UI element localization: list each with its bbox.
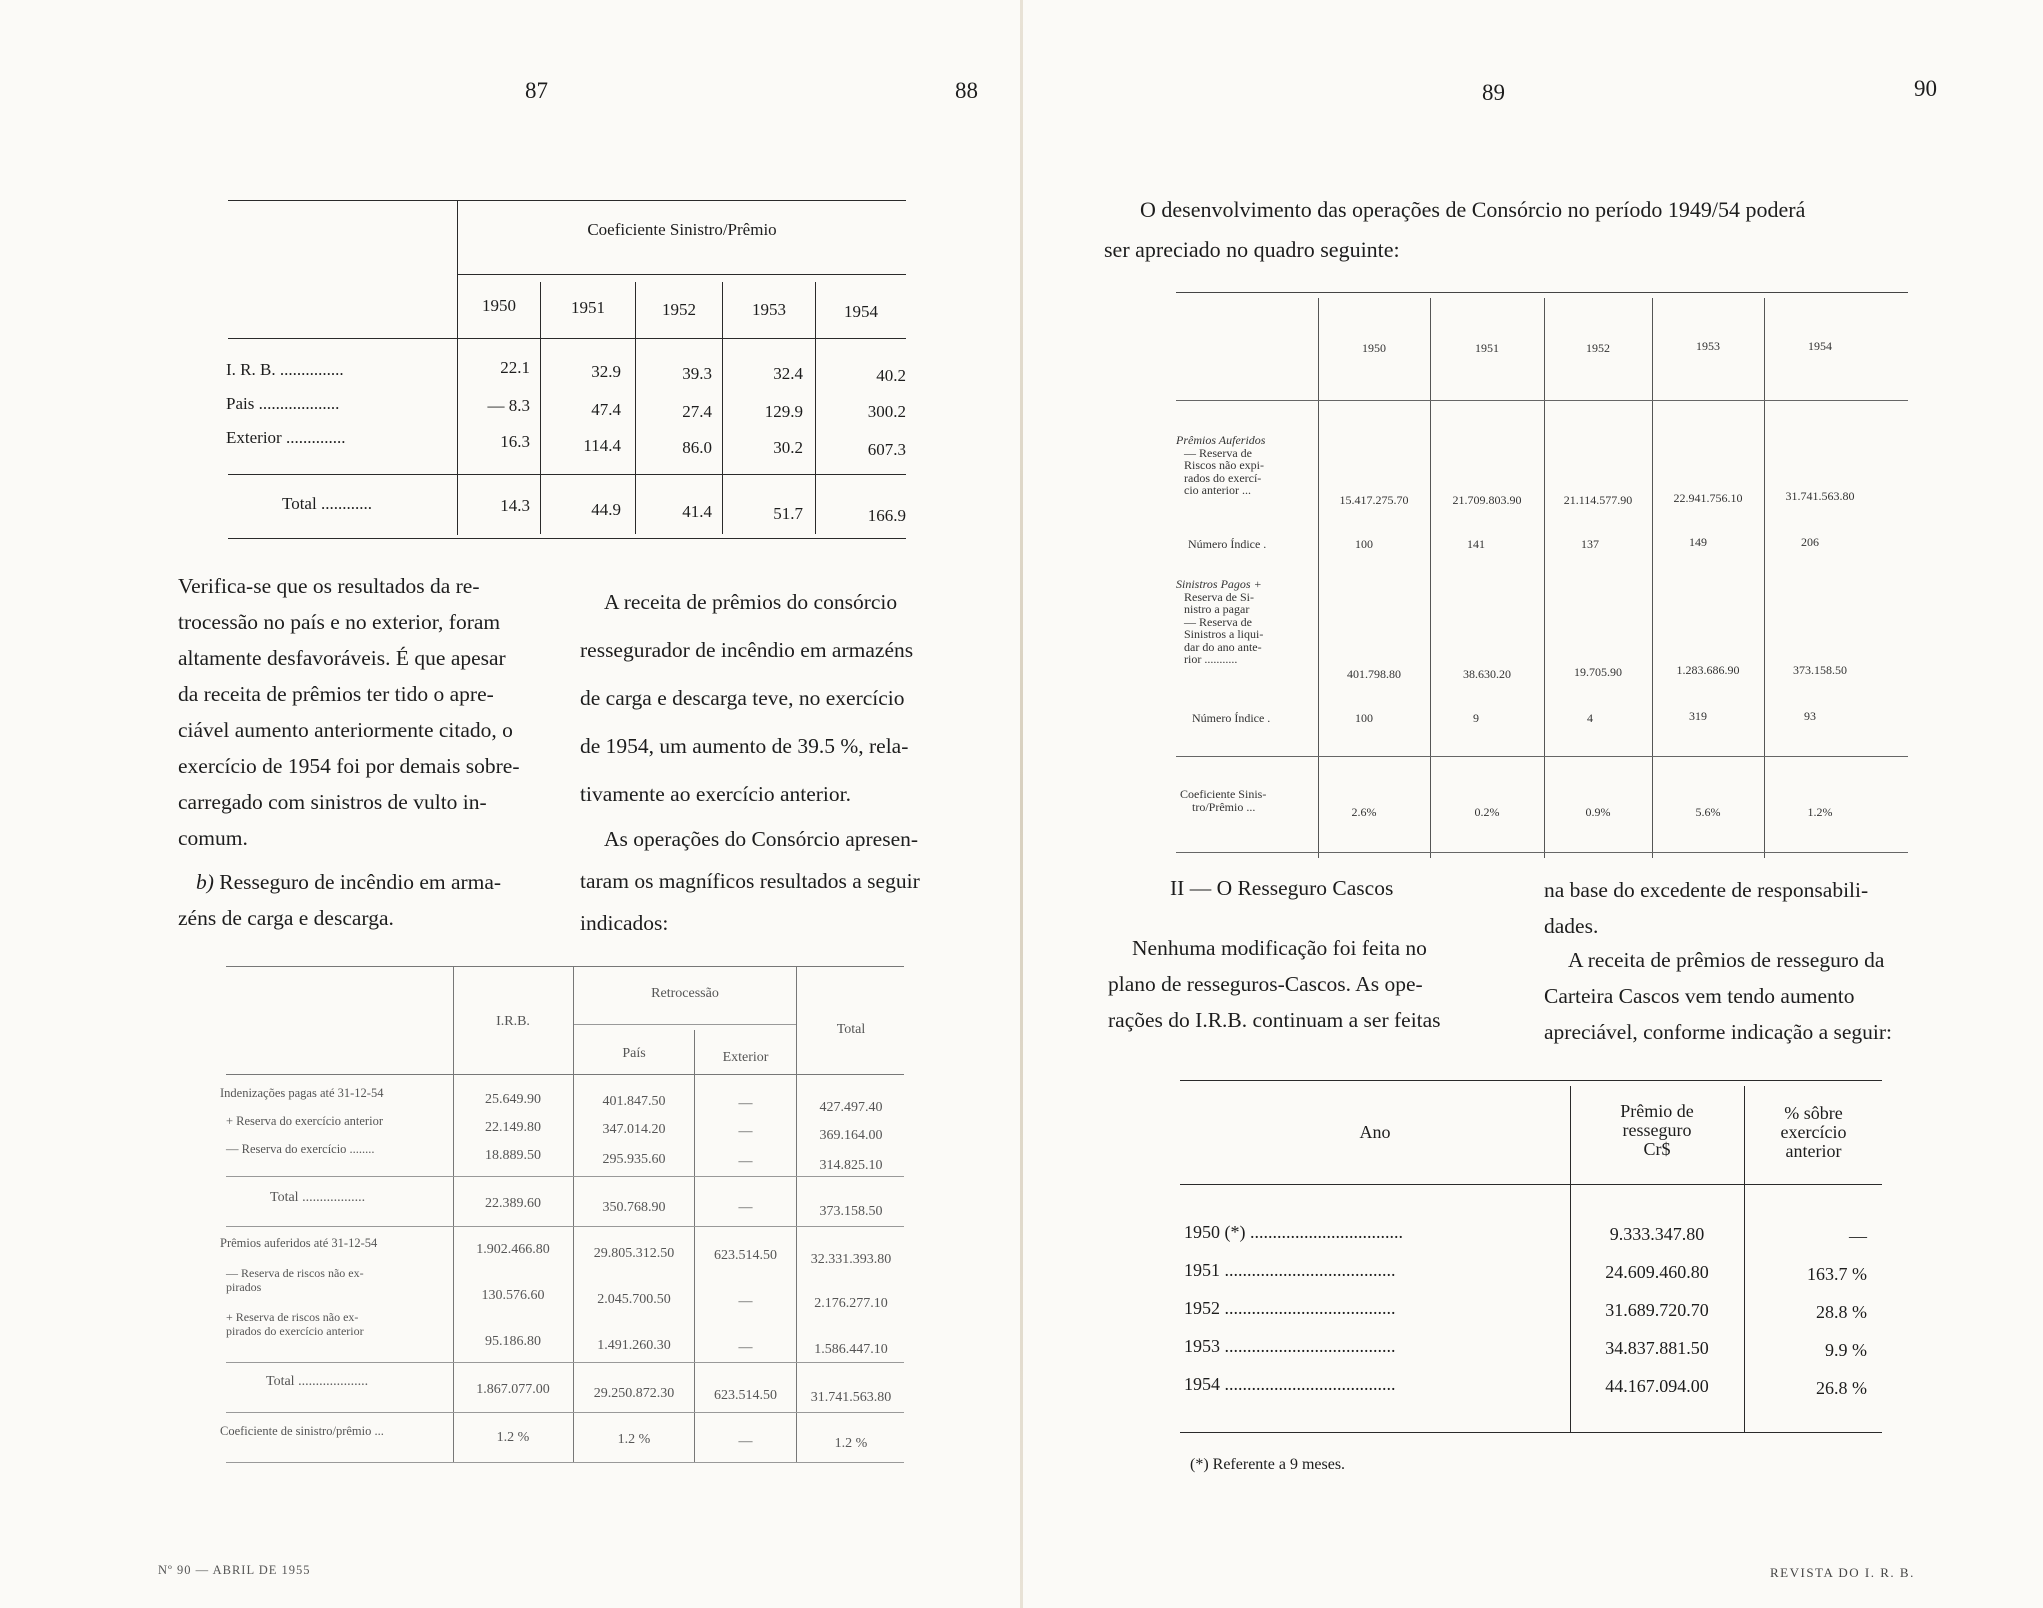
t1-total-cell: 44.9	[591, 500, 621, 519]
t2-cell: 1.902.466.80	[476, 1242, 550, 1257]
t2-header-exterior: Exterior	[722, 1050, 769, 1065]
t1-row-label: I. R. B. ...............	[226, 360, 344, 379]
t3-cell: 373.158.50	[1793, 663, 1847, 677]
t4-cell: 26.8 %	[1816, 1378, 1867, 1398]
t2-header-retrocessao: Retrocessão	[651, 986, 719, 1001]
label-line: dar do ano ante-	[1184, 639, 1262, 654]
t1-cell: 300.2	[867, 402, 906, 421]
t4-cell: 44.167.094.00	[1605, 1376, 1709, 1396]
t3-cell: 9	[1473, 711, 1479, 725]
t3-cell: 22.941.756.10	[1673, 491, 1743, 505]
t1-year: 1950	[482, 296, 516, 315]
t4-row-year: 1952 ......................................	[1184, 1298, 1396, 1318]
footer-left: Nº 90 — ABRIL DE 1955	[158, 1563, 311, 1577]
t2-cell: 95.186.80	[485, 1334, 541, 1349]
t2-cell: —	[738, 1340, 753, 1355]
header-line: exercício	[1780, 1122, 1847, 1142]
t2-header-irb: I.R.B.	[496, 1014, 530, 1029]
text-line: indicados:	[580, 911, 669, 935]
t2-total-cell: 1.867.077.00	[476, 1382, 550, 1397]
t2-cell: 2.045.700.50	[597, 1292, 671, 1307]
t4-row-year: 1953 ......................................	[1184, 1336, 1396, 1356]
t2-total-label: Total ..................	[270, 1190, 366, 1205]
t2-cell: —	[738, 1096, 753, 1111]
t3-cell: 15.417.275.70	[1339, 493, 1409, 507]
t2-coef-cell: 1.2 %	[834, 1436, 868, 1451]
page90-paragraph-2	[1544, 942, 1954, 1050]
page87-paragraph	[178, 568, 550, 856]
t1-cell: — 8.3	[487, 396, 530, 415]
t2-header-pais: País	[622, 1046, 646, 1061]
t3-year: 1951	[1475, 341, 1499, 355]
text-line: tivamente ao exercício anterior.	[580, 782, 852, 806]
t1-cell: 47.4	[591, 400, 621, 419]
header-line: Cr$	[1643, 1139, 1671, 1159]
t2-header-total: Total	[836, 1022, 866, 1037]
text-line: ressegurador de incêndio em armazéns	[580, 638, 914, 662]
t4-row-year: 1951 ......................................	[1184, 1260, 1396, 1280]
t1-cell: 22.1	[500, 358, 530, 377]
text-line: Resseguro de incêndio em arma-	[219, 870, 502, 894]
t1-year: 1951	[571, 298, 605, 317]
t4-cell: 28.8 %	[1816, 1302, 1867, 1322]
text-line: comum.	[178, 826, 248, 850]
t2-row-label: Indenizações pagas até 31-12-54	[220, 1086, 384, 1100]
t2-cell: 18.889.50	[485, 1148, 541, 1163]
header-line: Prêmio de	[1620, 1101, 1694, 1121]
text-line: A receita de prêmios de resseguro da	[1568, 948, 1885, 972]
text-line: rações do I.R.B. continuam a ser feitas	[1108, 1008, 1441, 1032]
t2-cell: 130.576.60	[481, 1288, 545, 1303]
t2-total-cell: 623.514.50	[714, 1388, 777, 1403]
t3-cell: 19.705.90	[1574, 665, 1622, 679]
t2-total-cell: —	[738, 1200, 753, 1215]
t1-total-cell: 41.4	[682, 502, 712, 521]
t2-row-label: — Reserva do exercício ........	[226, 1142, 375, 1156]
t2-cell: 22.149.80	[485, 1120, 541, 1135]
t1-cell: 30.2	[773, 438, 803, 457]
text-line: Carteira Cascos vem tendo aumento	[1544, 984, 1855, 1008]
t1-total-cell: 14.3	[500, 496, 530, 515]
t1-cell: 129.9	[764, 402, 803, 421]
label-line: Sinistros Pagos +	[1176, 577, 1262, 591]
label-line: Prêmios Auferidos	[1176, 433, 1266, 447]
t4-header-pct	[1745, 1104, 1882, 1161]
t3-cell: 141	[1467, 537, 1485, 551]
t2-total-cell: 31.741.563.80	[810, 1390, 892, 1405]
t4-cell: 9.9 %	[1825, 1340, 1867, 1360]
t3-cell: 137	[1581, 537, 1599, 551]
t2-row-label: — Reserva de riscos não ex- pirados	[226, 1266, 364, 1294]
label-line: tro/Prêmio ...	[1192, 799, 1256, 814]
text-line: exercício de 1954 foi por demais sobre-	[178, 754, 520, 778]
t4-cell: 9.333.347.80	[1609, 1224, 1705, 1244]
text-line: A receita de prêmios do consórcio	[604, 590, 898, 614]
t2-cell: 2.176.277.10	[814, 1296, 888, 1311]
t1-cell: 16.3	[500, 432, 530, 451]
t2-cell: 314.825.10	[819, 1158, 883, 1173]
t2-row-label: + Reserva do exercício anterior	[226, 1114, 383, 1128]
t4-cell: 34.837.881.50	[1605, 1338, 1709, 1358]
t3-index-label: Número Índice .	[1188, 537, 1267, 551]
t3-index-label: Número Índice .	[1192, 711, 1271, 725]
t4-header-premio	[1571, 1102, 1743, 1159]
t3-year: 1954	[1808, 339, 1832, 353]
t2-cell: 427.497.40	[819, 1100, 883, 1115]
text-line: Nenhuma modificação foi feita no	[1132, 936, 1427, 960]
t3-cell: 149	[1689, 535, 1707, 549]
header-line: % sôbre	[1784, 1103, 1843, 1123]
label-line: Reserva de Si-	[1184, 589, 1254, 604]
text-line: plano de resseguros-Cascos. As ope-	[1108, 972, 1423, 996]
t1-row-label: Pais ...................	[226, 394, 340, 413]
t3-year: 1953	[1696, 339, 1720, 353]
t3-cell: 21.709.803.90	[1452, 493, 1522, 507]
t2-cell: 1.586.447.10	[814, 1342, 888, 1357]
t3-cell: 93	[1804, 709, 1816, 723]
t1-cell: 32.4	[773, 364, 803, 383]
label-line: cio anterior ...	[1184, 483, 1251, 497]
t2-total-cell: 350.768.90	[602, 1200, 666, 1215]
page-number-88: 88	[955, 78, 978, 103]
t4-cell: 163.7 %	[1807, 1264, 1867, 1284]
t2-coef-cell: —	[738, 1434, 753, 1449]
t1-cell: 27.4	[682, 402, 712, 421]
page88-paragraph-1	[580, 578, 980, 818]
text-line: dades.	[1544, 914, 1599, 938]
t1-total-label: Total ............	[282, 494, 372, 513]
page89-intro	[1104, 190, 1944, 270]
t3-cell: 38.630.20	[1463, 667, 1511, 681]
t2-cell: —	[738, 1124, 753, 1139]
t2-row-label: Prêmios auferidos até 31-12-54	[220, 1236, 378, 1250]
text-line: de 1954, um aumento de 39.5 %, rela-	[580, 734, 909, 758]
text-line: taram os magníficos resultados a seguir	[580, 869, 920, 893]
header-line: anterior	[1785, 1141, 1842, 1161]
text-line: trocessão no país e no exterior, foram	[178, 610, 501, 634]
t1-row-label: Exterior ..............	[226, 428, 346, 447]
label-line: rior ...........	[1184, 652, 1238, 666]
t2-row-label: + Reserva de riscos não ex- pirados do exercício anterior	[226, 1310, 364, 1338]
subsection-label: b)	[196, 870, 214, 894]
label-line: Sinistros a liqui-	[1184, 627, 1264, 641]
section-title-resseguro-cascos	[1170, 876, 1393, 901]
page-number-90: 90	[1914, 76, 1937, 101]
t4-row-year: 1950 (*) ..................................	[1184, 1222, 1403, 1242]
t3-sinistros-label	[1176, 578, 1316, 666]
section-title: II — O Resseguro Cascos	[1170, 876, 1394, 900]
t3-coef-label	[1176, 788, 1316, 813]
t2-total-label: Total ....................	[266, 1374, 369, 1389]
t3-cell: 1.2%	[1807, 805, 1833, 819]
text-line: de carga e descarga teve, no exercício	[580, 686, 905, 710]
t4-header-ano: Ano	[1359, 1122, 1391, 1142]
t3-cell: 100	[1355, 537, 1373, 551]
page-number-89: 89	[1482, 80, 1505, 105]
t3-cell: 319	[1689, 709, 1707, 723]
footer-right: REVISTA DO I. R. B.	[1770, 1565, 1915, 1580]
t3-year: 1952	[1586, 341, 1610, 355]
table1-header: Coeficiente Sinistro/Prêmio	[587, 220, 777, 239]
page88-paragraph-2	[580, 818, 980, 944]
t2-cell: 295.935.60	[602, 1152, 666, 1167]
text-line: na base do excedente de responsabili-	[1544, 878, 1869, 902]
book-gutter	[1020, 0, 1023, 1608]
t2-cell: 32.331.393.80	[810, 1252, 892, 1267]
t3-cell: 31.741.563.80	[1785, 489, 1855, 503]
text-line: da receita de prêmios ter tido o apre-	[178, 682, 494, 706]
t2-total-cell: 373.158.50	[819, 1204, 883, 1219]
text-line: O desenvolvimento das operações de Consórcio no período 1949/54 poderá	[1140, 197, 1806, 222]
t1-cell: 607.3	[867, 440, 906, 459]
t3-cell: 0.9%	[1585, 805, 1611, 819]
t1-cell: 39.3	[682, 364, 712, 383]
label-line: nistro a pagar	[1184, 602, 1250, 616]
t4-cell: 31.689.720.70	[1605, 1300, 1709, 1320]
page-number-87: 87	[525, 78, 548, 103]
header-line: resseguro	[1622, 1120, 1692, 1140]
text-line: As operações do Consórcio apresen-	[604, 827, 919, 851]
t2-cell: —	[738, 1154, 753, 1169]
label-line: Coeficiente Sinis-	[1180, 787, 1267, 801]
page87-subsection	[178, 864, 550, 936]
text-line: Verifica-se que os resultados da re-	[178, 574, 480, 598]
t3-cell: 21.114.577.90	[1563, 493, 1633, 507]
t2-cell: 623.514.50	[714, 1248, 777, 1263]
t1-total-cell: 51.7	[773, 504, 803, 523]
text-line: ser apreciado no quadro seguinte:	[1104, 237, 1400, 262]
t1-total-cell: 166.9	[867, 506, 906, 525]
t3-cell: 1.283.686.90	[1676, 663, 1740, 677]
t3-cell: 5.6%	[1695, 805, 1721, 819]
t4-cell: —	[1849, 1226, 1867, 1246]
t2-total-cell: 22.389.60	[485, 1196, 541, 1211]
text-line: zéns de carga e descarga.	[178, 906, 394, 930]
label-line: — Reserva de	[1184, 445, 1252, 460]
t1-year: 1952	[662, 300, 696, 319]
label-line: Riscos não expi-	[1184, 458, 1264, 472]
label-line: rados do exercí-	[1184, 470, 1262, 485]
t2-total-cell: 29.250.872.30	[593, 1386, 675, 1401]
page89-paragraph	[1108, 930, 1518, 1038]
t1-cell: 114.4	[583, 436, 621, 455]
t1-cell: 40.2	[876, 366, 906, 385]
text-line: carregado com sinistros de vulto in-	[178, 790, 487, 814]
t3-cell: 206	[1801, 535, 1819, 549]
t4-row-year: 1954 ......................................	[1184, 1374, 1396, 1394]
footnote: (*) Referente a 9 meses.	[1190, 1456, 1346, 1473]
t2-cell: 25.649.90	[485, 1092, 541, 1107]
t2-coef-cell: 1.2 %	[496, 1430, 530, 1445]
t2-cell: 401.847.50	[602, 1094, 666, 1109]
t3-cell: 4	[1587, 711, 1593, 725]
t2-coef-label: Coeficiente de sinistro/prêmio ...	[220, 1424, 384, 1438]
t3-cell: 401.798.80	[1347, 667, 1401, 681]
t4-cell: 24.609.460.80	[1605, 1262, 1709, 1282]
t1-cell: 32.9	[591, 362, 621, 381]
t1-year: 1953	[752, 300, 786, 319]
text-line: apreciável, conforme indicação a seguir:	[1544, 1020, 1892, 1044]
text-line: ciável aumento anteriormente citado, o	[178, 718, 513, 742]
t3-premios-label	[1176, 434, 1316, 497]
t3-cell: 0.2%	[1474, 805, 1500, 819]
t1-year: 1954	[844, 302, 878, 321]
t2-cell: 369.164.00	[819, 1128, 883, 1143]
t2-cell: 347.014.20	[602, 1122, 666, 1137]
t2-coef-cell: 1.2 %	[617, 1432, 651, 1447]
page90-paragraph-1	[1544, 872, 1954, 944]
t3-cell: 2.6%	[1351, 805, 1377, 819]
text-line: altamente desfavoráveis. É que apesar	[178, 646, 506, 670]
t3-year: 1950	[1362, 341, 1386, 355]
t2-cell: 1.491.260.30	[597, 1338, 671, 1353]
label-line: — Reserva de	[1184, 614, 1252, 629]
t1-cell: 86.0	[682, 438, 712, 457]
t2-cell: 29.805.312.50	[593, 1246, 675, 1261]
t3-cell: 100	[1355, 711, 1373, 725]
t2-cell: —	[738, 1294, 753, 1309]
